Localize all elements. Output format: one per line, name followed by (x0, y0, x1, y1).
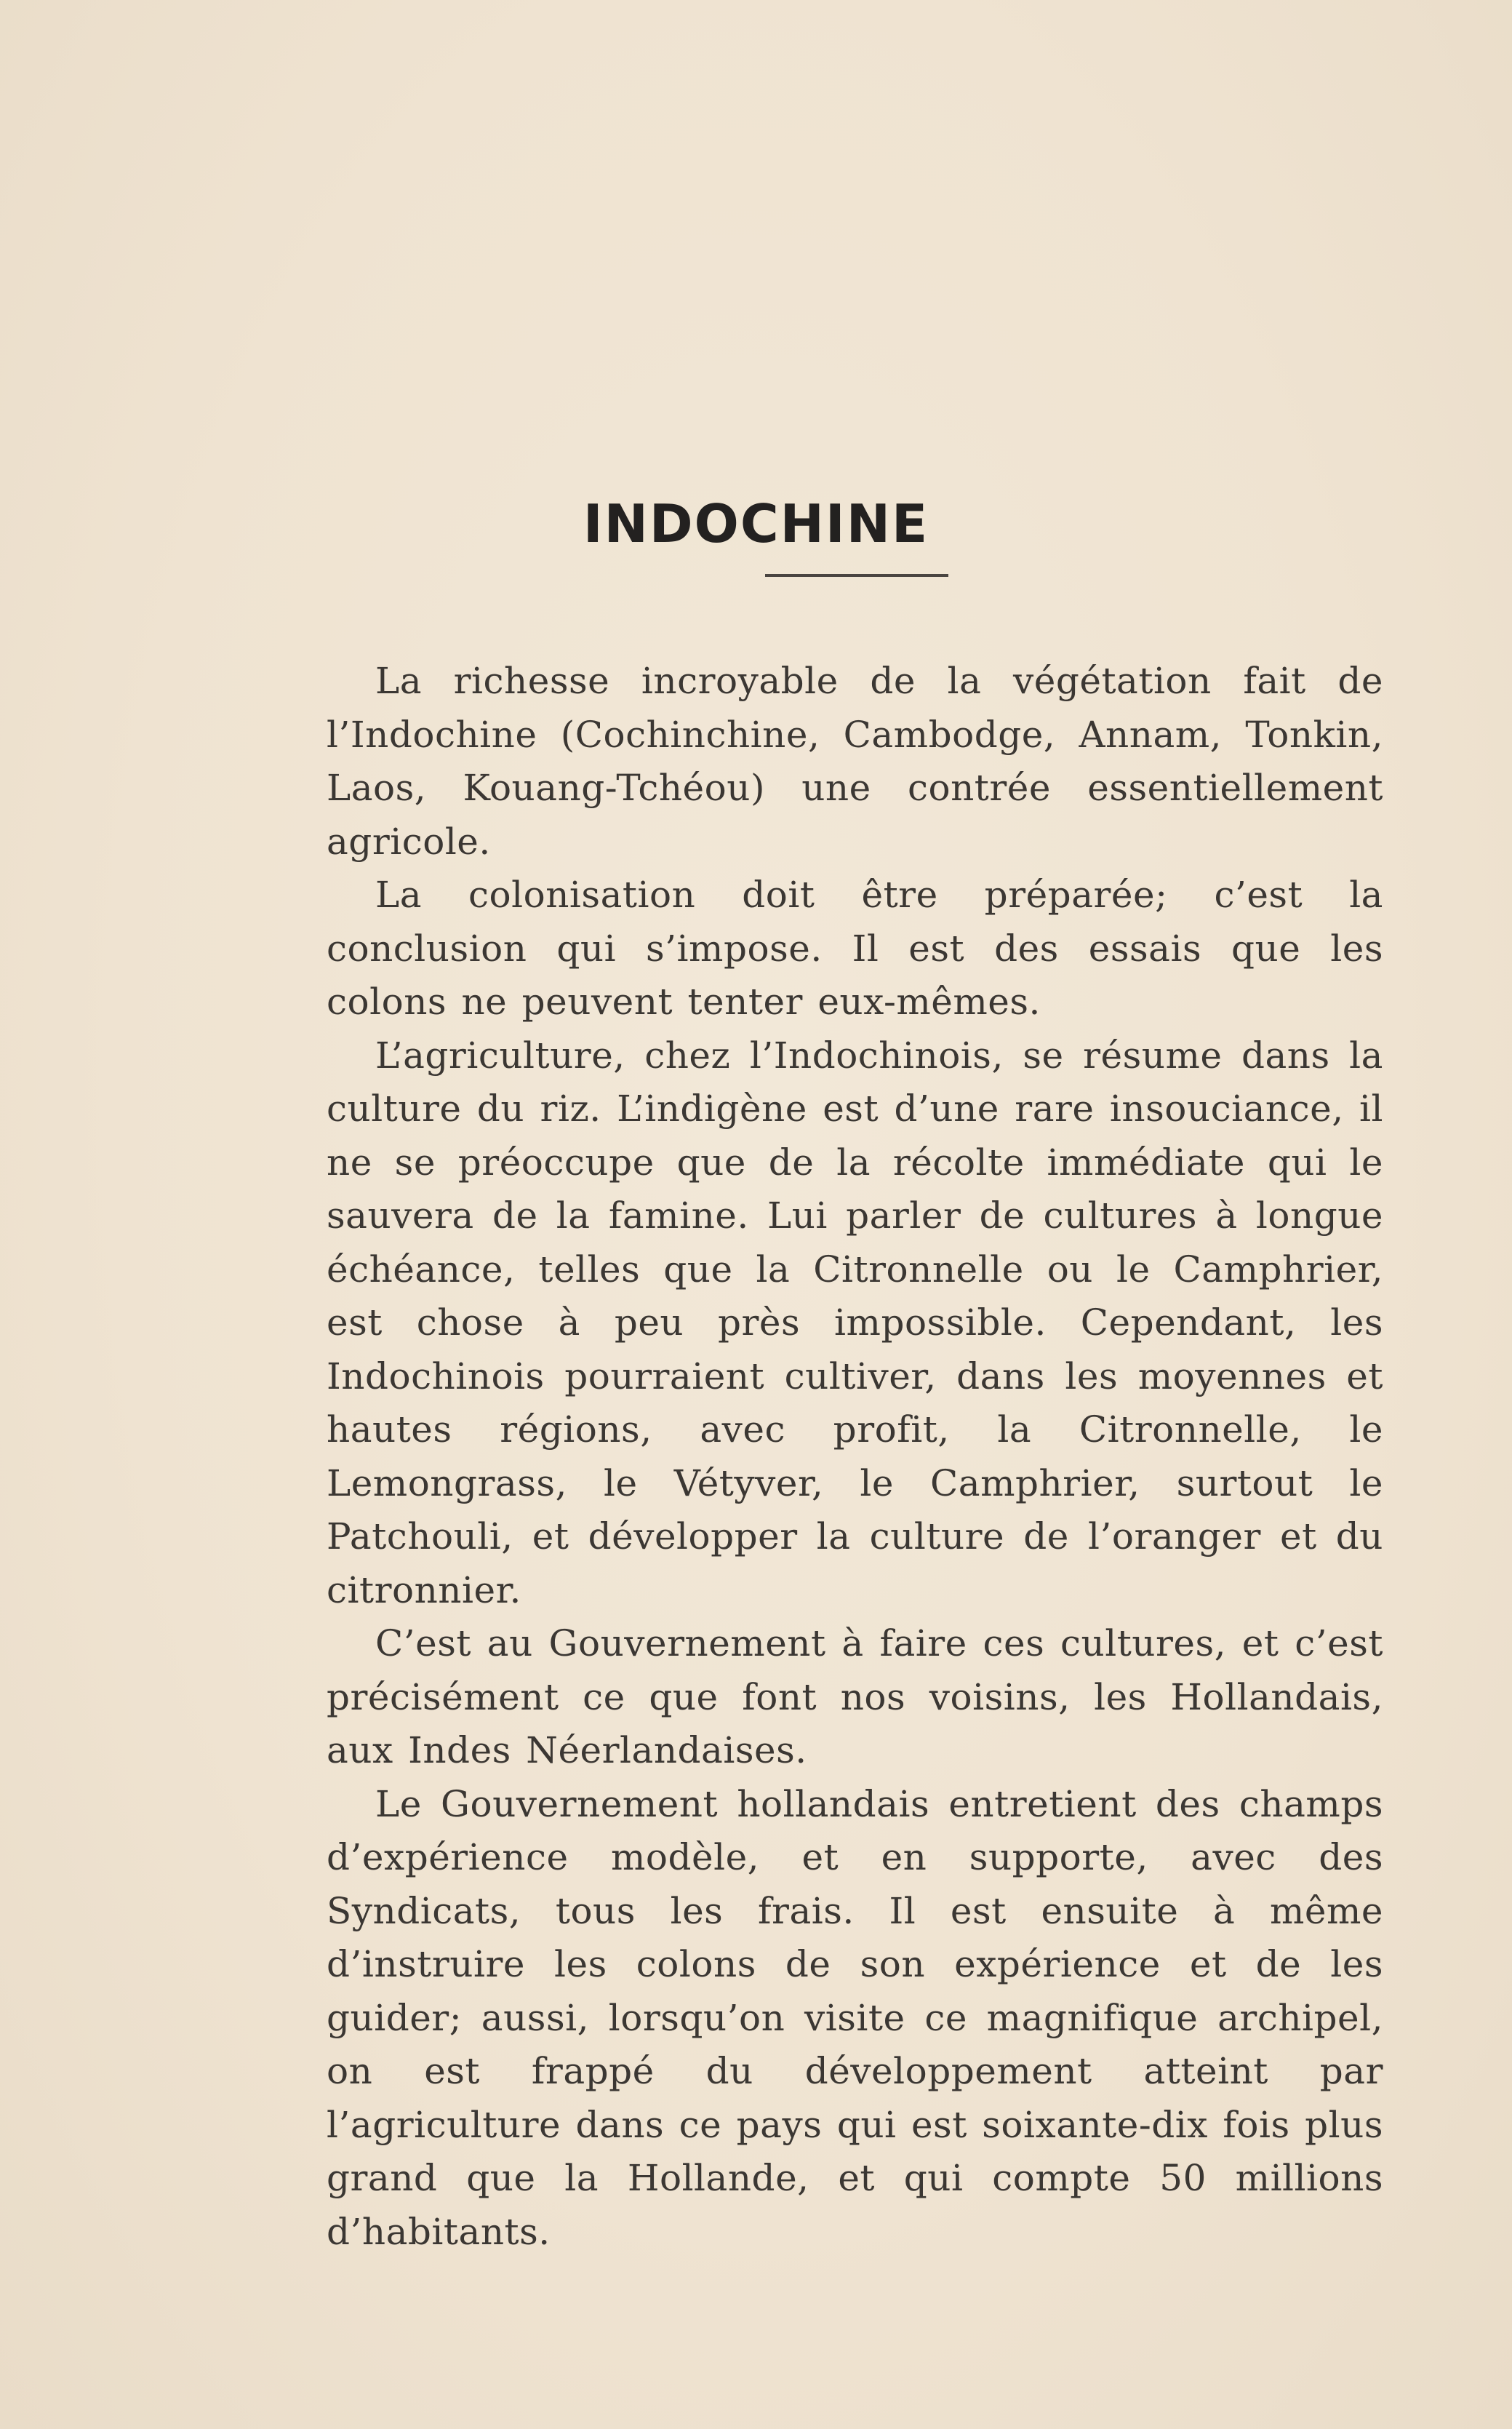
title-divider (765, 574, 948, 577)
paragraph-4: C’est au Gouvernement à faire ces cultures, et c’est précisément ce que font nos voisins, les Hollandais, aux Indes Néerlandaises. (327, 1622, 1383, 1771)
paragraph-5: Le Gouvernement hollandais entretient des champs d’expérience modèle, et en supporte, avec des Syndicats, tous les frais. Il est ensuite à même d’instruire les colons de son expérience et de les guider; aussi, lorsqu’on visite ce magnifique archipel, on est frappé du développement atteint par l’agriculture dans ce pays qui est soixante-dix fois plus grand que la Hollande, et qui compte 50 millions d’habitants. (327, 1782, 1383, 2253)
paragraph-2: La colonisation doit être préparée; c’est la conclusion qui s’impose. Il est des essais que les colons ne peuvent tenter eux-mêmes. (327, 874, 1383, 1023)
page-title: INDOCHINE (583, 493, 929, 555)
paragraph-3: L’agriculture, chez l’Indochinois, se résume dans la culture du riz. L’indigène est d’une rare insouciance, il ne se préoccupe que de la récolte immédiate qui le sauvera de la famine. Lui parler de cultures à longue échéance, telles que la Citronnelle ou le Camphrier, est chose à peu près impossible. Cependant, les Indochinois pourraient cultiver, dans les moyennes et hautes régions, avec profit, la Citronnelle, le Lemongrass, le Vétyver, le Camphrier, surtout le Patchouli, et développer la culture de l’oranger et du citronnier. (327, 1034, 1383, 1611)
body-text (327, 655, 1383, 2259)
paragraph-1: La richesse incroyable de la végétation fait de l’Indochine (Cochinchine, Cambodge, Annam, Tonkin, Laos, Kouang-Tchéou) une contrée essentiellement agricole. (327, 660, 1383, 863)
